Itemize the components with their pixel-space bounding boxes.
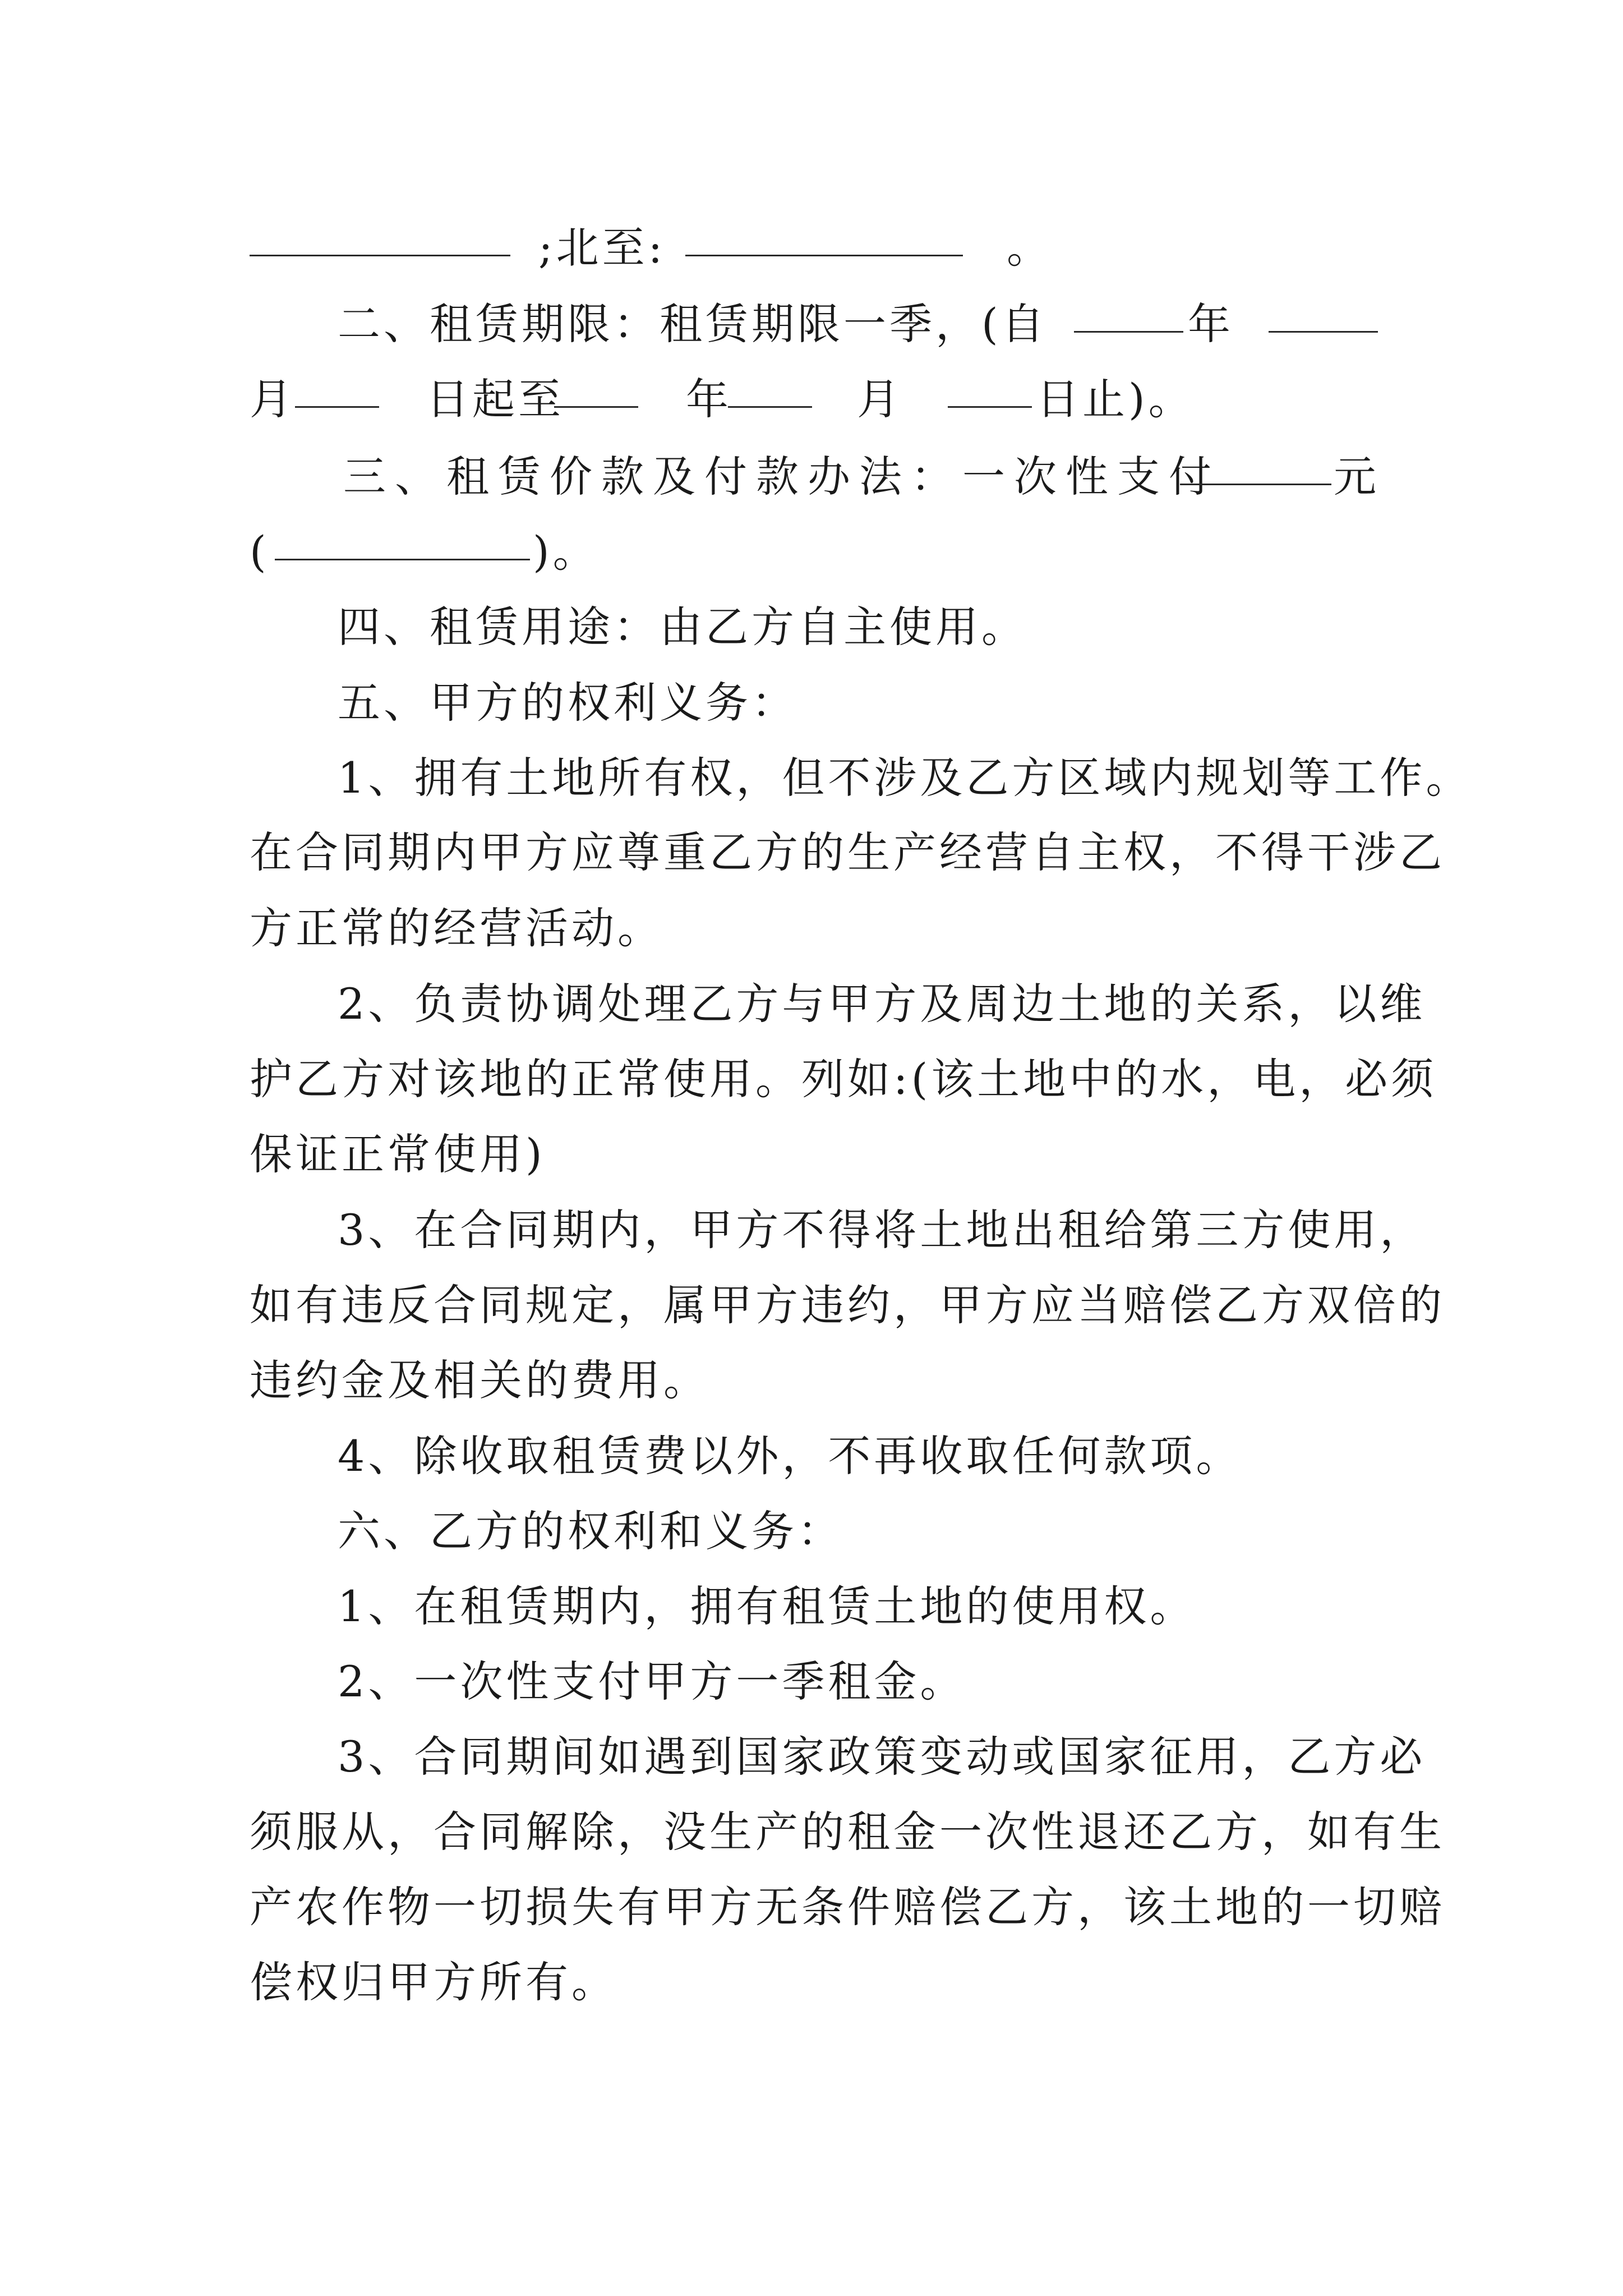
paragraph-text: 2、负责协调处理乙方与甲方及周边土地的关系，以维: [338, 979, 1426, 1029]
clause5-item1-line3: [0, 900, 1623, 956]
clause4-text: 四、租赁用途：由乙方自主使用。: [338, 602, 1027, 652]
clause2-day-from: 日起至: [426, 374, 564, 424]
clause5-title: [0, 675, 1623, 731]
paren-open: (: [250, 527, 270, 577]
paragraph-text: 1、拥有土地所有权，但不涉及乙方区域内规划等工作。: [338, 753, 1472, 803]
clause6-item3-line4: [0, 1954, 1623, 2010]
clause2-month: 月: [250, 374, 296, 424]
paragraph-text: 保证正常使用): [250, 1129, 546, 1179]
clause2-year: 年: [1188, 299, 1234, 349]
clause2-day-to: 日止)。: [1036, 374, 1195, 424]
blank-field: [1180, 449, 1331, 485]
paragraph-text: 偿权归甲方所有。: [250, 1957, 617, 2007]
paren-close: )。: [533, 527, 599, 577]
blank-field: [275, 524, 530, 560]
paragraph-text: 3、在合同期内，甲方不得将土地出租给第三方使用，: [338, 1205, 1426, 1255]
clause5-item3-line3: [0, 1352, 1623, 1409]
clause5-item3-line2: [0, 1277, 1623, 1333]
clause5-item2-line1: [0, 976, 1623, 1032]
blank-field: [250, 220, 510, 256]
clause4: [0, 599, 1623, 655]
clause5-item2-line3: [0, 1126, 1623, 1182]
clause2-line1: [0, 296, 1623, 352]
clause3-line2: [0, 524, 1623, 580]
paragraph-text: 须服从，合同解除，没生产的租金一次性退还乙方，如有生: [250, 1807, 1445, 1857]
clause5-item1-line2: [0, 825, 1623, 881]
blank-field: [1074, 296, 1183, 333]
clause2-year2: 年: [686, 374, 732, 424]
clause6-item1-line1: [0, 1579, 1623, 1635]
clause5-item1-line1: [0, 750, 1623, 806]
clause3-text: 三、租赁价款及付款办法：一次性支付: [343, 452, 1220, 501]
blank-field: [685, 220, 963, 256]
blank-field: [295, 371, 379, 408]
clause5-item2-line2: [0, 1051, 1623, 1107]
blank-field: [1269, 296, 1378, 333]
clause5-item4-line1: [0, 1428, 1623, 1484]
clause6-title-text: 六、乙方的权利和义务：: [338, 1506, 843, 1556]
clause6-title: [0, 1503, 1623, 1559]
clause6-item3-line2: [0, 1804, 1623, 1860]
clause3-line1: [0, 449, 1623, 505]
paragraph-text: 1、在租赁期内，拥有租赁土地的使用权。: [338, 1581, 1196, 1631]
line-end: 。: [1007, 223, 1053, 273]
north-label: ;北至:: [538, 223, 666, 273]
paragraph-text: 在合同期内甲方应尊重乙方的生产经营自主权，不得干涉乙: [250, 827, 1445, 877]
clause2-text: 二、租赁期限：租赁期限一季，(自: [338, 299, 1048, 349]
paragraph-text: 方正常的经营活动。: [250, 903, 663, 953]
line-north: [0, 220, 1623, 276]
paragraph-text: 护乙方对该地的正常使用。列如:(该土地中的水，电，必须: [250, 1054, 1437, 1104]
blank-field: [728, 371, 812, 408]
clause2-line2: [0, 371, 1623, 427]
paragraph-text: 如有违反合同规定，属甲方违约，甲方应当赔偿乙方双倍的: [250, 1280, 1445, 1330]
clause5-title-text: 五、甲方的权利义务：: [338, 678, 797, 728]
paragraph-text: 4、除收取租赁费以外，不再收取任何款项。: [338, 1431, 1242, 1481]
paragraph-text: 产农作物一切损失有甲方无条件赔偿乙方，该土地的一切赔: [250, 1882, 1445, 1932]
blank-field: [948, 371, 1032, 408]
clause2-month2: 月: [857, 374, 903, 424]
paragraph-text: 2、一次性支付甲方一季租金。: [338, 1657, 966, 1706]
clause6-item3-line3: [0, 1879, 1623, 1935]
clause5-item3-line1: [0, 1202, 1623, 1258]
paragraph-text: 3、合同期间如遇到国家政策变动或国家征用，乙方必: [338, 1732, 1426, 1782]
paragraph-text: 违约金及相关的费用。: [250, 1355, 709, 1405]
clause3-yuan: 元: [1334, 452, 1385, 501]
clause6-item3-line1: [0, 1729, 1623, 1785]
blank-field: [554, 371, 638, 408]
clause6-item2-line1: [0, 1654, 1623, 1710]
